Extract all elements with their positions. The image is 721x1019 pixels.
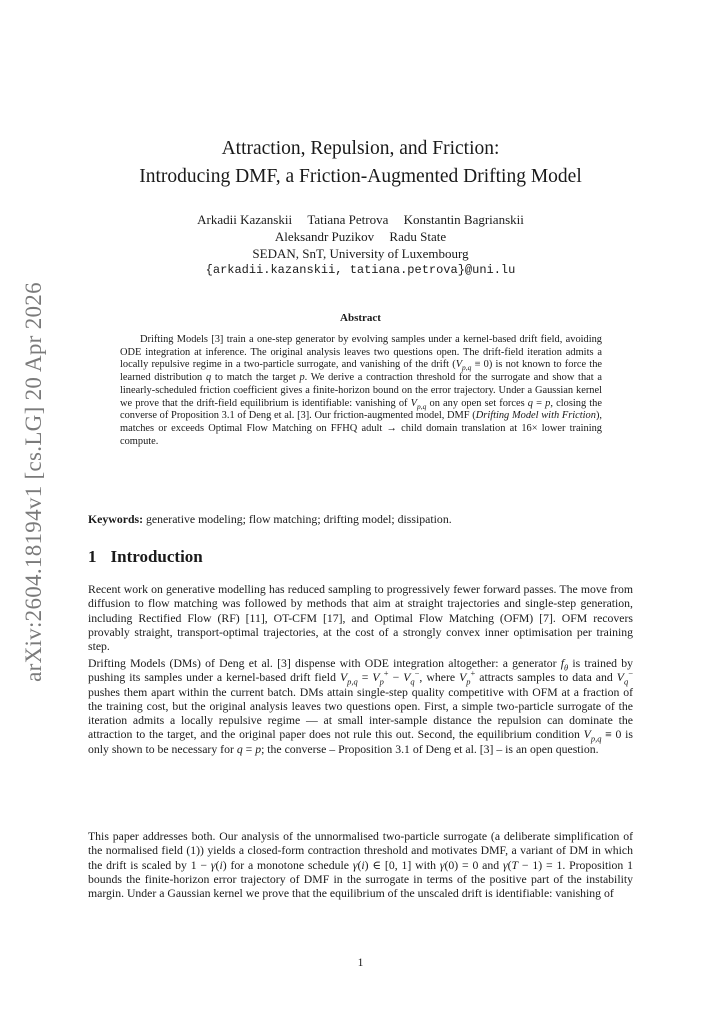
keywords (88, 512, 633, 527)
author-row-1 (90, 211, 631, 228)
author-name: Arkadii Kazanskii (197, 212, 293, 227)
author-email: {arkadii.kazanskii, tatiana.petrova}@uni.lu (205, 263, 516, 277)
intro-paragraph-2: Drifting Models (DMs) of Deng et al. [3] dispense with ODE integration altogether: a generator $f_\theta$ is trained by pushing its samples under a kernel-based drift field $V_{p,q} = V_p^+ - V_q^-$, where $V_p^+$ attracts samples to data and $V_q^-$ pushes them apart within the current batch. DMs attain single-step quality competitive with OFM at a fraction of the training cost, but the original analysis leaves two questions open. First, a simple two-particle surrogate of the iteration admits a locally repulsive regime — at small inter-sample distance the repulsion can dominate the attraction to the target, and the original paper does not rule this out. Second, the equilibrium condition $V_{p,q} \equiv 0$ is only shown to be necessary for q = p; the converse – Proposition 3.1 of Deng et al. [3] – is an open question. (88, 657, 633, 756)
keywords-text: generative modeling; flow matching; drifting model; dissipation. (146, 512, 452, 526)
title-line-1: Attraction, Repulsion, and Friction: (221, 138, 500, 159)
abstract-text: Drifting Models [3] train a one-step generator by evolving samples under a kernel-based drift field, avoiding ODE integration at inference. The original analysis leaves two questions open. The drift-field iteration admits a locally repulsive regime in a two-particle surrogate, and vanishing of the drift $(V_{p,q} \equiv 0)$ is not known to force the learned distribution q to match the target p. We derive a contraction threshold for the surrogate and show that a linearly-scheduled friction coefficient gives a finite-horizon bound on the error trajectory. Under a Gaussian kernel we prove that the drift-field equilibrium is identifiable: vanishing of $V_{p,q}$ on any open set forces q = p, closing the converse of Proposition 3.1 of Deng et al. [3]. Our friction-augmented model, DMF (Drifting Model with Friction), matches or exceeds Optimal Flow Matching on FFHQ adult → child domain translation at 16× lower training compute. (120, 334, 603, 447)
page-number: 1 (357, 957, 364, 969)
arxiv-identifier: arXiv:2604.18194v1 [cs.LG] 20 Apr 2026 (21, 282, 46, 682)
author-name: Tatiana Petrova (307, 212, 389, 227)
affiliation: SEDAN, SnT, University of Luxembourg (252, 246, 469, 261)
author-name: Radu State (389, 229, 447, 244)
intro-paragraph-1: Recent work on generative modelling has reduced sampling to progressively fewer forward passes. The move from diffusion to flow matching was followed by methods that aim at straight trajectories and single-step generation, including Rectified Flow (RF) [11], OT-CFM [17], and Optimal Flow Matching (OFM) [7]. OFM recovers provably straight, transport-optimal trajectories, at the cost of a strongly convex inner optimisation per training step. (88, 583, 633, 654)
title-line-2: Introducing DMF, a Friction-Augmented Drifting Model (139, 166, 582, 187)
intro-paragraph-3: This paper addresses both. Our analysis of the unnormalised two-particle surrogate (a deliberate simplification of the normalised field (1)) yields a closed-form contraction threshold and motivates DMF, a variant of DM in which the drift is scaled by 1 − γ(i) for a monotone schedule γ(i) ∈ [0, 1] with γ(0) = 0 and γ(T − 1) = 1. Proposition 1 bounds the finite-horizon error trajectory of DMF in the surrogate in terms of the positive part of the instability margin. Under a Gaussian kernel we prove that the equilibrium of the unscaled drift is identifiable: vanishing of (88, 830, 634, 901)
section-heading-introduction: 1 Introduction (88, 547, 203, 566)
abstract-heading: Abstract (340, 312, 381, 324)
author-block (90, 211, 631, 279)
author-name: Aleksandr Puzikov (274, 229, 375, 244)
author-row-2 (90, 228, 631, 245)
paper-title (90, 135, 631, 191)
keywords-label: Keywords: (88, 512, 144, 526)
arxiv-sidebar-stamp (14, 282, 54, 682)
author-name: Konstantin Bagrianskii (403, 212, 524, 227)
